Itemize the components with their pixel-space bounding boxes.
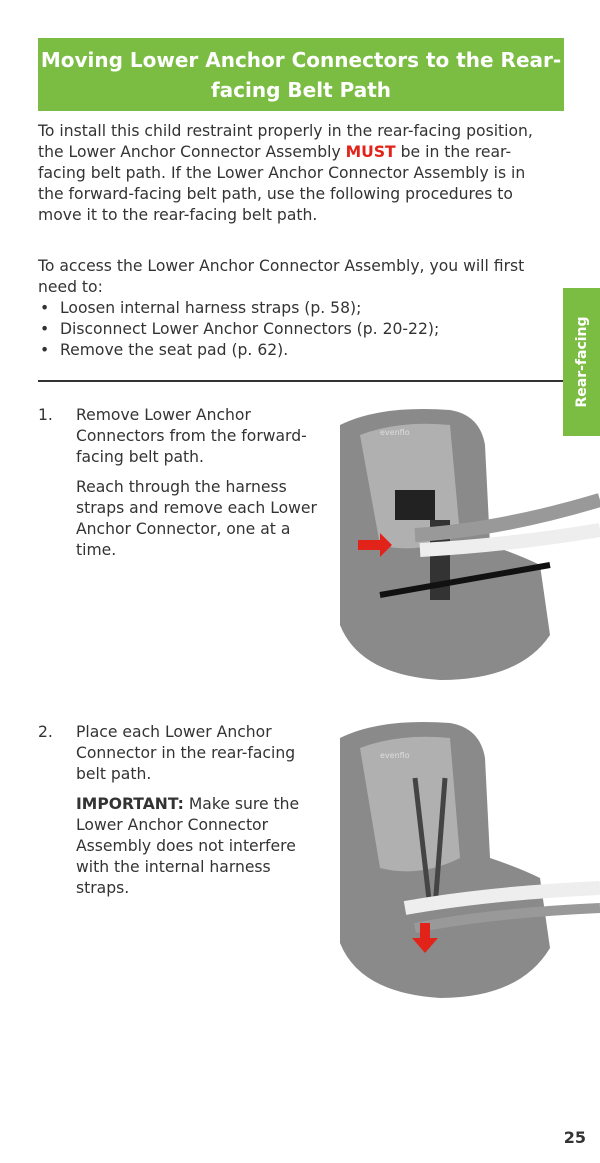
divider [38, 380, 563, 382]
list-item: • Loosen internal harness straps (p. 58); [38, 298, 553, 319]
step-2 [38, 722, 328, 908]
list-item: • Disconnect Lower Anchor Connectors (p. 20-22); [38, 319, 553, 340]
car-seat-illustration-1 [320, 405, 600, 685]
access-paragraph [38, 256, 553, 361]
access-list [38, 298, 553, 361]
step-number: 1. [38, 406, 53, 424]
step-text: Remove Lower Anchor Connectors from the forward-facing belt path. [76, 406, 307, 466]
side-tab-label: Rear-facing [573, 316, 590, 408]
section-title: Moving Lower Anchor Connectors to the Rear-facing Belt Path [38, 38, 564, 111]
important-label: IMPORTANT: [76, 795, 184, 813]
must-emphasis: MUST [345, 143, 396, 161]
list-item: • Remove the seat pad (p. 62). [38, 340, 553, 361]
intro-text: To install this child restraint properly in the rear-facing position, the Lower Anchor Connector Assembly [38, 122, 533, 161]
step-1 [38, 405, 323, 570]
step-text: Reach through the harness straps and remove each Lower Anchor Connector, one at a time. [76, 478, 317, 559]
intro-text-cont: be in the rear-facing belt path. If the Lower Anchor Connector Assembly is in the forward-facing belt path, use the following procedures to move it to the rear-facing belt path. [38, 143, 526, 224]
page-number: 25 [563, 1128, 586, 1147]
important-note [76, 794, 328, 899]
intro-paragraph [38, 121, 553, 226]
logo: evenflo [380, 428, 410, 437]
car-seat-illustration-2 [320, 718, 600, 1003]
step-text: Place each Lower Anchor Connector in the rear-facing belt path. [76, 723, 296, 783]
access-lead: To access the Lower Anchor Connector Assembly, you will first need to: [38, 257, 525, 296]
important-text: Make sure the Lower Anchor Connector Assembly does not interfere with the internal harness straps. [76, 795, 300, 897]
step-number: 2. [38, 723, 53, 741]
logo: evenflo [380, 751, 410, 760]
